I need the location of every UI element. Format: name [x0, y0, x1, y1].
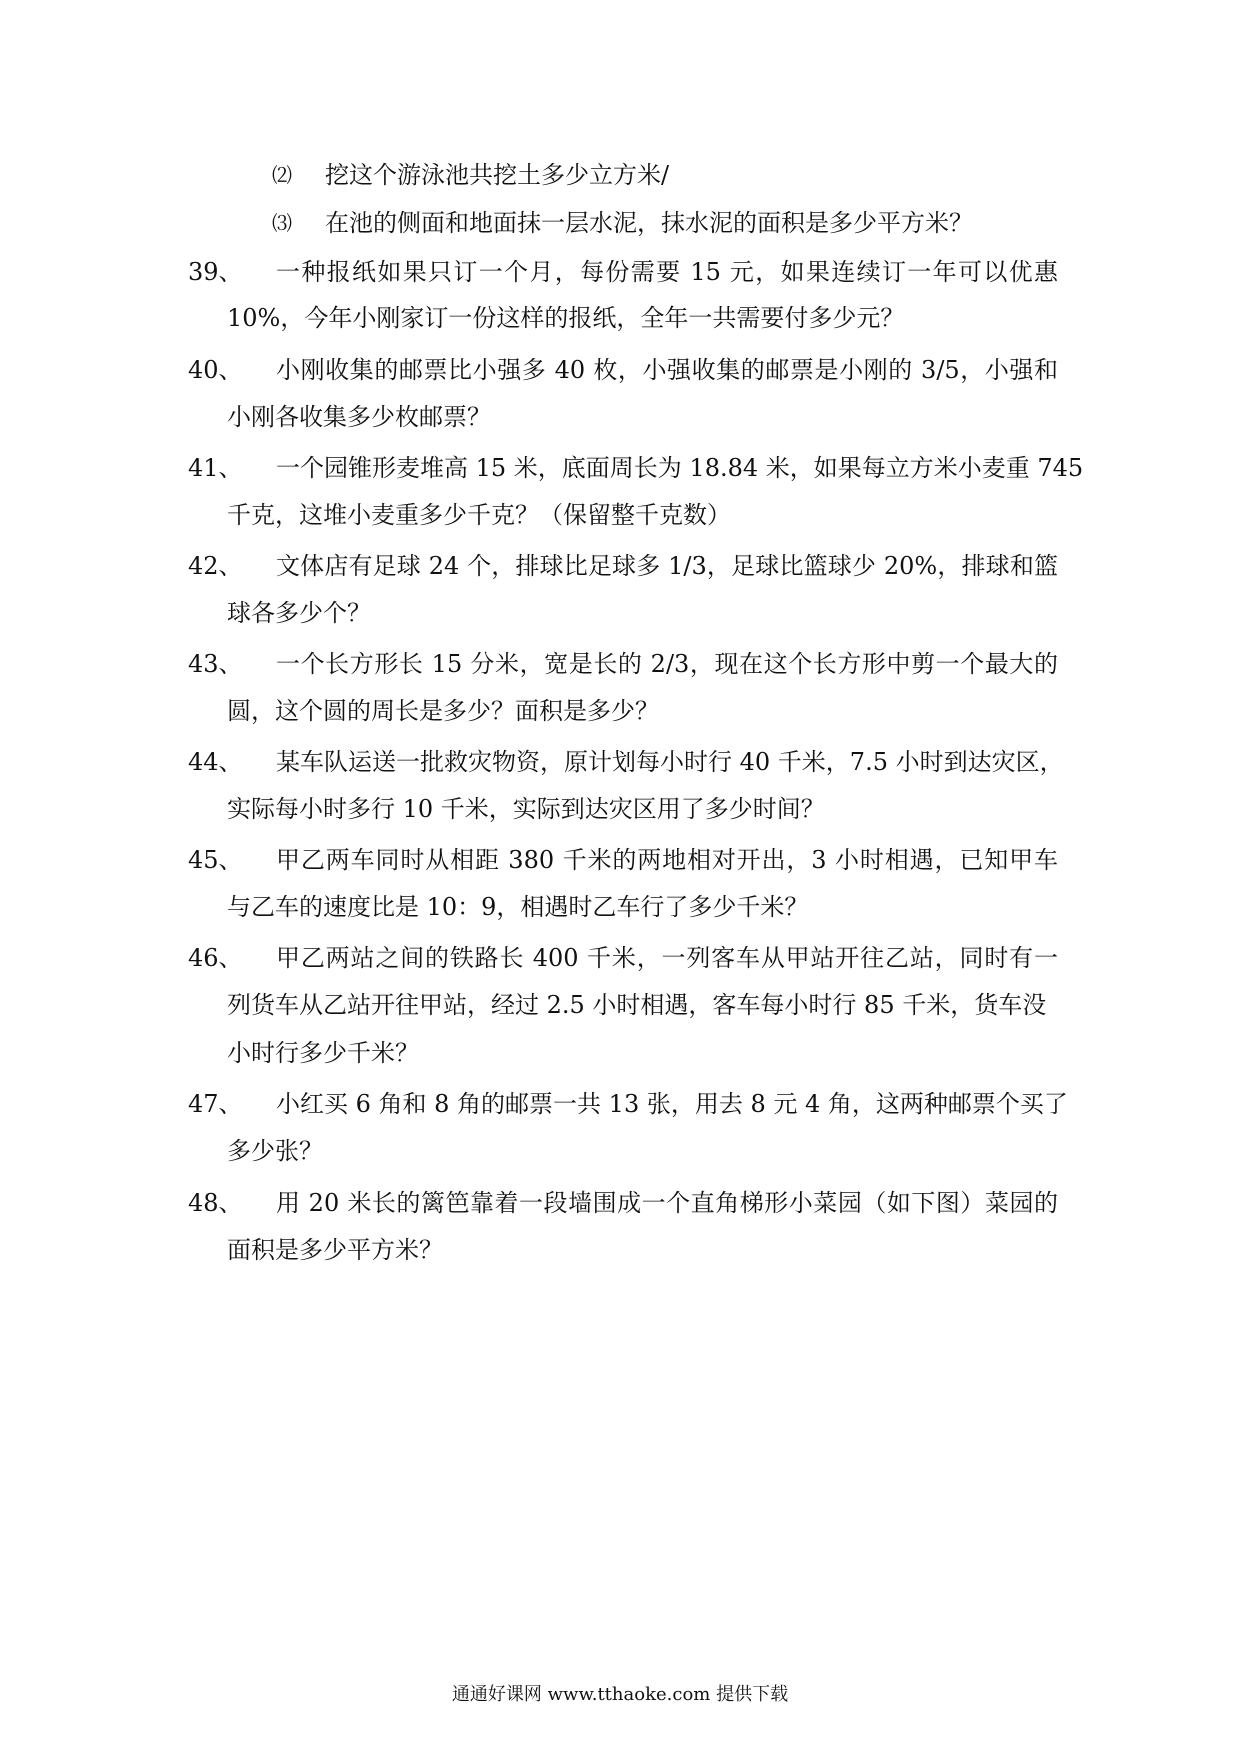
problem-44-number: 44、: [188, 748, 243, 776]
problem-46-line2: 列货车从乙站开往甲站，经过 2.5 小时相遇，客车每小时行 85 千米，货车没: [227, 991, 1047, 1019]
problem-44-line1: 某车队运送一批救灾物资，原计划每小时行 40 千米，7.5 小时到达灾区，: [276, 748, 1064, 776]
problem-43-line1: 一个长方形长 15 分米，宽是长的 2/3，现在这个长方形中剪一个最大的: [276, 650, 1058, 678]
problem-40-line1: 小刚收集的邮票比小强多 40 枚，小强收集的邮票是小刚的 3/5，小强和: [276, 356, 1058, 384]
problem-47-line2: 多少张？: [227, 1137, 323, 1165]
problem-42-line1: 文体店有足球 24 个，排球比足球多 1/3，足球比篮球少 20%，排球和篮: [276, 552, 1058, 580]
problem-44-line2: 实际每小时多行 10 千米，实际到达灾区用了多少时间？: [227, 795, 825, 823]
problem-48-line1: 用 20 米长的篱笆靠着一段墙围成一个直角梯形小菜园（如下图）菜园的: [276, 1189, 1058, 1217]
page-footer: 通通好课网 www.tthaoke.com 提供下载: [451, 1684, 789, 1705]
problem-46-line1: 甲乙两站之间的铁路长 400 千米，一列客车从甲站开往乙站，同时有一: [276, 944, 1058, 972]
problem-48-line2: 面积是多少平方米？: [227, 1236, 443, 1264]
problem-39-number: 39、: [188, 258, 243, 286]
problem-43-number: 43、: [188, 650, 243, 678]
problem-45-number: 45、: [188, 846, 243, 874]
problem-42-line2: 球各多少个？: [227, 599, 371, 627]
problem-40-line2: 小刚各收集多少枚邮票？: [227, 403, 491, 431]
problem-46-line3: 小时行多少千米？: [227, 1039, 419, 1067]
problem-46-number: 46、: [188, 944, 243, 972]
problem-45-line2: 与乙车的速度比是 10：9，相遇时乙车行了多少千米？: [227, 893, 809, 921]
problem-45-line1: 甲乙两车同时从相距 380 千米的两地相对开出，3 小时相遇，已知甲车: [276, 846, 1058, 874]
problem-40-number: 40、: [188, 356, 243, 384]
sub-item-2-label: ⑵: [272, 163, 292, 187]
problem-47-number: 47、: [188, 1090, 243, 1118]
sub-item-2-text: 挖这个游泳池共挖土多少立方米/: [325, 161, 670, 189]
sub-item-3-label: ⑶: [272, 211, 292, 235]
sub-item-3-text: 在池的侧面和地面抹一层水泥，抹水泥的面积是多少平方米？: [325, 209, 973, 237]
problem-41-number: 41、: [188, 454, 243, 482]
problem-43-line2: 圆，这个圆的周长是多少？面积是多少？: [227, 697, 659, 725]
problem-42-number: 42、: [188, 552, 243, 580]
problem-39-line1: 一种报纸如果只订一个月，每份需要 15 元，如果连续订一年可以优惠: [276, 258, 1058, 286]
problem-47-line1: 小红买 6 角和 8 角的邮票一共 13 张，用去 8 元 4 角，这两种邮票个买了: [276, 1090, 1068, 1118]
problem-41-line1: 一个园锥形麦堆高 15 米，底面周长为 18.84 米，如果每立方米小麦重 745: [276, 454, 1084, 482]
problem-41-line2: 千克，这堆小麦重多少千克？（保留整千克数）: [227, 501, 731, 529]
problem-48-number: 48、: [188, 1189, 243, 1217]
problem-39-line2: 10%，今年小刚家订一份这样的报纸，全年一共需要付多少元？: [227, 304, 905, 332]
